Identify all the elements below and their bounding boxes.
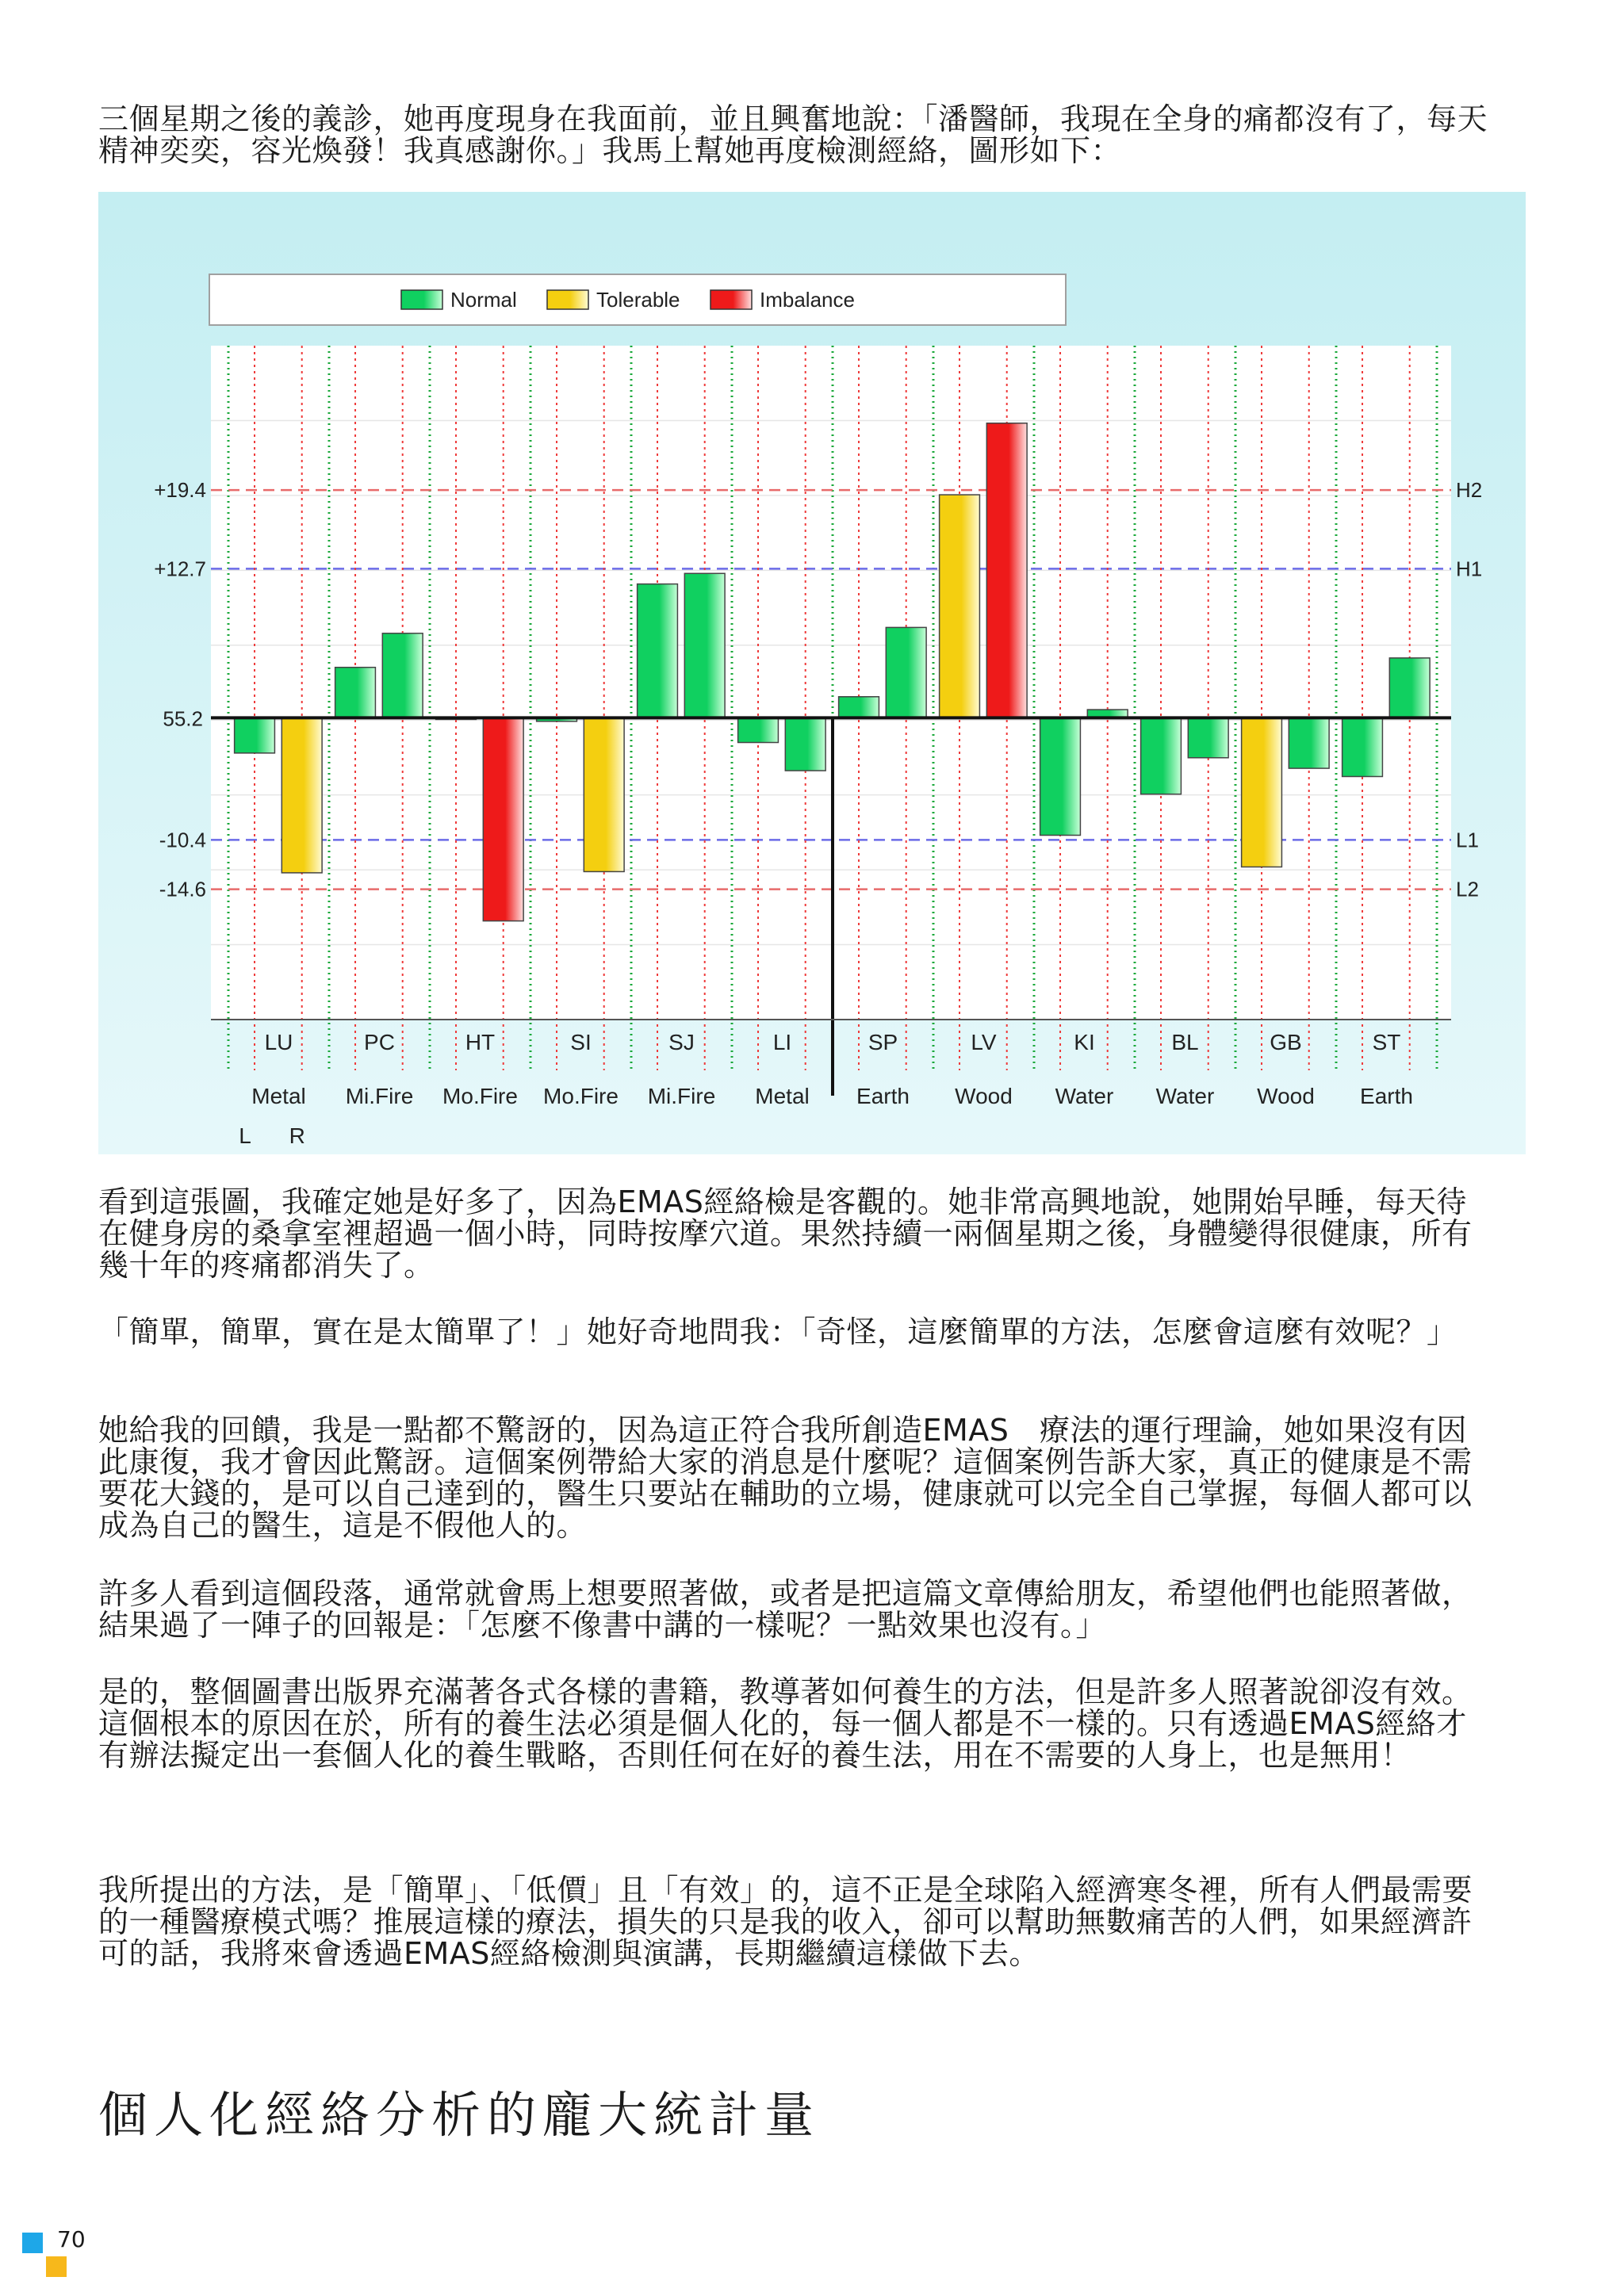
tick-element-st: Earth (1360, 1084, 1413, 1108)
tick-element-sp: Earth (856, 1084, 910, 1108)
tick-code-ht: HT (465, 1030, 496, 1054)
paragraph-intro: 三個星期之後的義診，她再度現身在我面前，並且興奮地說：「潘醫師，我現在全身的痛都沒有了，每天精神奕奕，容光煥發！我真感謝你。」我馬上幫她再度檢測經絡，圖形如下： (98, 101, 1488, 168)
paragraph-personalized: 是的，整個圖書出版界充滿著各式各樣的書籍，教導著如何養生的方法，但是許多人照著說卻沒有效。這個根本的原因在於，所有的養生法必須是個人化的，每一個人都是不一樣的。只有透過EMAS經絡才有辦法擬定出一套個人化的養生戰略，否則任何在好的養生法，用在不需要的人身上，也是無用！ (98, 1674, 1473, 1773)
tick-element-bl: Water (1155, 1084, 1215, 1108)
side-label-left: L (239, 1123, 251, 1148)
tick-code-pc: PC (364, 1030, 395, 1054)
legend-label-tolerable: Tolerable (596, 288, 680, 312)
paragraph-readers: 許多人看到這個段落，通常就會馬上想要照著做，或者是把這篇文章傳給朋友，希望他們也能照著做，結果過了一陣子的回報是：「怎麼不像書中講的一樣呢？一點效果也沒有。」 (98, 1576, 1473, 1643)
section-heading: 個人化經絡分析的龐大統計量 (98, 2086, 821, 2144)
tick-element-pc: Mi.Fire (345, 1084, 414, 1108)
legend-swatch-tolerable (547, 290, 588, 309)
tick-element-lu: Metal (251, 1084, 306, 1108)
bar-sj-left (638, 584, 678, 718)
tick-code-sp: SP (868, 1030, 898, 1054)
bar-ht-right (483, 718, 523, 920)
meridian-chart (98, 192, 1526, 1154)
legend-label-imbalance: Imbalance (760, 288, 855, 312)
reference-tag-h2: H2 (1456, 478, 1483, 503)
bar-sj-right (684, 573, 725, 718)
tick-code-bl: BL (1171, 1030, 1199, 1054)
tick-code-si: SI (570, 1030, 592, 1054)
reference-tag-l1: L1 (1456, 828, 1479, 852)
baseline-label: 55.2 (163, 706, 203, 731)
bar-sp-right (886, 627, 926, 718)
bar-li-left (738, 718, 779, 742)
bar-lu-left (235, 718, 275, 752)
reference-tag-h1: H1 (1456, 557, 1483, 581)
tick-element-ht: Mo.Fire (442, 1084, 518, 1108)
bar-sp-left (839, 697, 879, 718)
bar-st-left (1342, 718, 1383, 776)
tick-element-sj: Mi.Fire (647, 1084, 716, 1108)
page-corner-yellow-square (46, 2256, 67, 2277)
reference-tag-l2: L2 (1456, 877, 1479, 901)
bar-bl-left (1141, 718, 1182, 794)
tick-element-si: Mo.Fire (543, 1084, 619, 1108)
tick-element-ki: Water (1055, 1084, 1114, 1108)
reference-value-l1: -10.4 (159, 828, 206, 852)
bar-ki-left (1040, 718, 1081, 835)
paragraph-result: 看到這張圖，我確定她是好多了，因為EMAS經絡檢是客觀的。她非常高興地說，她開始早睡，每天待在健身房的桑拿室裡超過一個小時，同時按摩穴道。果然持續一兩個星期之後，身體變得很健康，所有幾十年的疼痛都消失了。 (98, 1184, 1473, 1283)
tick-code-lv: LV (971, 1030, 997, 1054)
bar-lv-left (940, 495, 980, 718)
reference-value-l2: -14.6 (159, 877, 206, 901)
tick-code-ki: KI (1074, 1030, 1095, 1054)
paragraph-method: 我所提出的方法，是「簡單」、「低價」且「有效」的，這不正是全球陷入經濟寒冬裡，所有人們最需要的一種醫療模式嗎？推展這樣的療法，損失的只是我的收入，卻可以幫助無數痛苦的人們，如果經濟許可的話，我將來會透過EMAS經絡檢測與演講，長期繼續這樣做下去。 (98, 1873, 1473, 1971)
bar-lv-right (986, 423, 1027, 718)
tick-element-gb: Wood (1257, 1084, 1315, 1108)
bar-bl-right (1188, 718, 1228, 757)
tick-code-st: ST (1372, 1030, 1401, 1054)
bar-lu-right (282, 718, 322, 872)
tick-code-sj: SJ (668, 1030, 695, 1054)
bar-pc-right (382, 633, 423, 718)
paragraph-quote: 「簡單，簡單，實在是太簡單了！」她好奇地問我：「奇怪，這麼簡單的方法，怎麼會這麼有效呢？」 (98, 1314, 1457, 1349)
bar-gb-left (1242, 718, 1282, 867)
page-corner-blue-square (22, 2233, 43, 2253)
tick-code-gb: GB (1270, 1030, 1302, 1054)
paragraph-feedback: 她給我的回饋，我是一點都不驚訝的，因為這正符合我所創造EMAS 療法的運行理論，她如果沒有因此康復，我才會因此驚訝。這個案例帶給大家的消息是什麼呢？這個案例告訴大家，真正的健康是不需要花大錢的，是可以自己達到的，醫生只要站在輔助的立場，健康就可以完全自己掌握，每個人都可以成為自己的醫生，這是不假他人的。 (98, 1413, 1473, 1543)
bar-pc-left (335, 668, 376, 718)
bar-st-right (1389, 658, 1430, 718)
bar-si-right (584, 718, 624, 871)
legend-swatch-normal (401, 290, 442, 309)
legend-swatch-imbalance (710, 290, 752, 309)
meridian-bar-chart (98, 192, 1526, 1154)
reference-value-h2: +19.4 (154, 478, 206, 503)
tick-code-li: LI (772, 1030, 792, 1054)
tick-element-li: Metal (755, 1084, 810, 1108)
side-label-right: R (289, 1123, 305, 1148)
legend-label-normal: Normal (450, 288, 517, 312)
bar-li-right (785, 718, 825, 771)
page-number: 70 (57, 2226, 86, 2252)
reference-value-h1: +12.7 (154, 557, 206, 581)
bar-gb-right (1289, 718, 1329, 768)
tick-element-lv: Wood (955, 1084, 1013, 1108)
tick-code-lu: LU (264, 1030, 293, 1054)
